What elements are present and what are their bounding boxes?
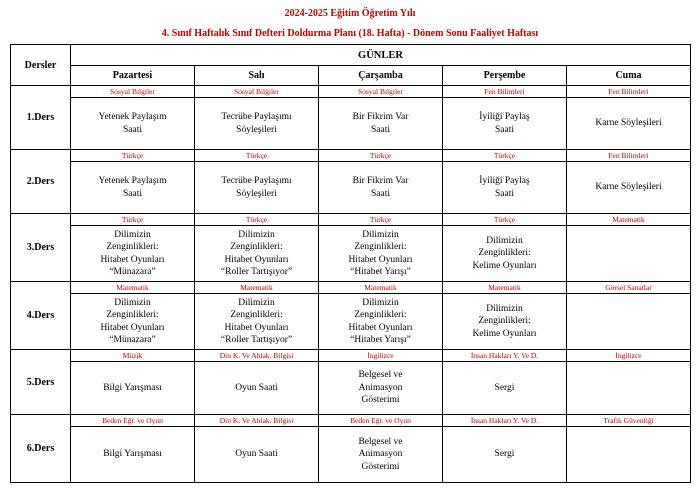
lesson-activity-row — [11, 427, 691, 483]
activity-cell — [443, 98, 567, 150]
subject-cell: Türkçe — [443, 150, 567, 162]
lesson-label: 2.Ders — [11, 150, 71, 214]
activity-line: Sergi — [494, 449, 515, 460]
activity-cell — [71, 294, 195, 350]
activity-line: Bir Fikrim Var — [352, 176, 409, 186]
activity-cell — [443, 427, 567, 483]
subject-cell: Din K. Ve Ahlak. Bilgisi — [195, 350, 319, 362]
activity-line: Karne Söyleşileri — [595, 182, 662, 193]
activity-line: Dilimizin — [486, 303, 523, 314]
activity-cell — [71, 162, 195, 214]
activity-cell — [71, 362, 195, 415]
activity-line: Zenginlikleri: — [354, 242, 407, 252]
day-header-tuesday: Salı — [195, 66, 319, 86]
activity-line: İyiliği Paylaş — [479, 176, 530, 186]
activity-line: Saati — [371, 188, 390, 199]
lesson-subject-row — [11, 214, 691, 226]
activity-line: “Münazara” — [109, 267, 156, 277]
lesson-subject-row — [11, 282, 691, 294]
subject-cell: Türkçe — [319, 214, 443, 226]
activity-cell — [195, 362, 319, 415]
activity-line: Hitabet Oyunları — [100, 322, 165, 333]
activity-cell — [443, 294, 567, 350]
activity-line: Hitabet Oyunları — [100, 254, 165, 265]
activity-cell — [443, 362, 567, 415]
activity-line: Dilimizin — [362, 297, 399, 308]
activity-line: Saati — [123, 188, 142, 199]
subject-cell: Beden Eğt. ve Oyun — [71, 415, 195, 427]
lesson-activity-row — [11, 226, 691, 282]
activity-line: Zenginlikleri: — [478, 316, 531, 327]
subject-cell: İnsan Hakları Y. Ve D. — [443, 415, 567, 427]
subject-cell: Trafik Güvenliği — [567, 415, 691, 427]
subject-cell: Türkçe — [443, 214, 567, 226]
activity-line: Animasyon — [358, 449, 403, 460]
header-row-gunler — [11, 45, 691, 66]
activity-line: Dilimizin — [238, 229, 275, 240]
lesson-label: 4.Ders — [11, 282, 71, 350]
subject-cell: Sosyal Bilgiler — [71, 86, 195, 98]
activity-cell — [443, 226, 567, 282]
day-header-wednesday: Çarşamba — [319, 66, 443, 86]
lesson-label: 5.Ders — [11, 350, 71, 415]
activity-line: Saati — [495, 188, 514, 199]
activity-line: Gösterimi — [361, 395, 400, 406]
activity-line: Bilgi Yarışması — [103, 449, 162, 460]
activity-cell — [71, 98, 195, 150]
subject-cell: Matematik — [567, 214, 691, 226]
activity-line: Bir Fikrim Var — [352, 112, 409, 122]
subject-cell: Beden Eğt. ve Oyun — [319, 415, 443, 427]
subject-cell: Fen Bilimleri — [443, 86, 567, 98]
activity-cell — [319, 98, 443, 150]
document-year-title: 2024-2025 Eğitim Öğretim Yılı — [284, 8, 416, 19]
activity-line: Belgesel ve — [358, 370, 403, 381]
activity-line: “Roller Tartışıyor” — [220, 267, 293, 277]
activity-line: Dilimizin — [114, 297, 151, 308]
activity-line: “Hitabet Yarışı” — [350, 267, 411, 277]
activity-line: Zenginlikleri: — [106, 310, 159, 320]
activity-line: Söyleşileri — [236, 124, 277, 135]
activity-line: Saati — [123, 124, 142, 135]
activity-line: Kelime Oyunları — [472, 260, 537, 271]
subject-cell: İngilizce — [567, 350, 691, 362]
activity-cell — [195, 427, 319, 483]
activity-cell — [567, 362, 691, 415]
subject-cell: Görsel Sanatlar — [567, 282, 691, 294]
weekly-plan-table — [10, 44, 691, 483]
lesson-label: 1.Ders — [11, 86, 71, 150]
subject-cell: Fen Bilimleri — [567, 86, 691, 98]
lesson-label: 3.Ders — [11, 214, 71, 282]
activity-line: Dilimizin — [114, 229, 151, 240]
subject-cell: Müzik — [71, 350, 195, 362]
lesson-subject-row — [11, 150, 691, 162]
activity-cell — [319, 226, 443, 282]
activity-cell — [71, 427, 195, 483]
activity-cell — [567, 98, 691, 150]
activity-line: Hitabet Oyunları — [224, 322, 289, 333]
lesson-subject-row — [11, 350, 691, 362]
activity-line: Oyun Saati — [235, 449, 278, 460]
activity-cell — [319, 162, 443, 214]
activity-cell — [319, 362, 443, 415]
subject-cell: Türkçe — [195, 214, 319, 226]
activity-line: Sergi — [494, 382, 515, 393]
activity-cell — [567, 226, 691, 282]
lesson-label: 6.Ders — [11, 415, 71, 483]
lesson-subject-row — [11, 415, 691, 427]
subject-cell: Türkçe — [319, 150, 443, 162]
subject-cell: Türkçe — [195, 150, 319, 162]
activity-cell — [567, 162, 691, 214]
lesson-activity-row — [11, 98, 691, 150]
subject-cell: Türkçe — [71, 150, 195, 162]
activity-line: Dilimizin — [486, 235, 523, 246]
activity-line: Saati — [495, 124, 514, 135]
activity-line: Yetenek Paylaşım — [98, 176, 167, 186]
activity-cell — [195, 162, 319, 214]
activity-cell — [195, 98, 319, 150]
activity-line: Tecrübe Paylaşımı — [221, 112, 292, 122]
activity-line: Dilimizin — [238, 297, 275, 308]
activity-line: “Hitabet Yarışı” — [350, 335, 411, 345]
gunler-header: GÜNLER — [71, 45, 691, 66]
activity-line: “Münazara” — [109, 335, 156, 345]
activity-cell — [195, 294, 319, 350]
activity-line: İyiliği Paylaş — [479, 112, 530, 122]
activity-line: Zenginlikleri: — [354, 310, 407, 320]
subject-cell: Sosyal Bilgiler — [195, 86, 319, 98]
activity-cell — [567, 294, 691, 350]
subject-cell: Matematik — [319, 282, 443, 294]
subject-cell: Matematik — [71, 282, 195, 294]
activity-line: Zenginlikleri: — [478, 248, 531, 259]
activity-line: Animasyon — [358, 382, 403, 393]
activity-line: Yetenek Paylaşım — [98, 112, 167, 122]
subject-cell: Fen Bilimleri — [567, 150, 691, 162]
activity-line: Kelime Oyunları — [472, 328, 537, 339]
activity-line: Gösterimi — [361, 461, 400, 472]
activity-line: Karne Söyleşileri — [595, 118, 662, 129]
activity-line: Hitabet Oyunları — [348, 322, 413, 333]
activity-line: Hitabet Oyunları — [348, 254, 413, 265]
day-header-thursday: Perşembe — [443, 66, 567, 86]
activity-cell — [319, 294, 443, 350]
day-header-friday: Cuma — [567, 66, 691, 86]
document-plan-title: 4. Sınıf Haftalık Sınıf Defteri Doldurma Planı (18. Hafta) - Dönem Sonu Faaliyet Haftası — [161, 28, 539, 39]
subject-cell: Din K. Ve Ahlak. Bilgisi — [195, 415, 319, 427]
activity-cell — [443, 162, 567, 214]
activity-cell — [195, 226, 319, 282]
activity-line: Söyleşileri — [236, 188, 277, 199]
activity-line: Belgesel ve — [358, 436, 403, 447]
subject-cell: İnsan Hakları Y. Ve D. — [443, 350, 567, 362]
subject-cell: Türkçe — [71, 214, 195, 226]
activity-line: Saati — [371, 124, 390, 135]
dersler-header: Dersler — [11, 45, 71, 86]
activity-cell — [319, 427, 443, 483]
lesson-activity-row — [11, 162, 691, 214]
activity-line: Bilgi Yarışması — [103, 382, 162, 393]
activity-line: Zenginlikleri: — [230, 310, 283, 320]
subject-cell: Matematik — [195, 282, 319, 294]
activity-line: Oyun Saati — [235, 382, 278, 393]
activity-line: Tecrübe Paylaşımı — [221, 176, 292, 186]
activity-line: “Roller Tartışıyor” — [220, 335, 293, 345]
day-header-monday: Pazartesi — [71, 66, 195, 86]
subject-cell: Matematik — [443, 282, 567, 294]
lesson-subject-row — [11, 86, 691, 98]
activity-cell — [71, 226, 195, 282]
activity-cell — [567, 427, 691, 483]
lesson-activity-row — [11, 362, 691, 415]
header-row-days — [11, 66, 691, 86]
subject-cell: İngilizce — [319, 350, 443, 362]
activity-line: Dilimizin — [362, 229, 399, 240]
activity-line: Hitabet Oyunları — [224, 254, 289, 265]
subject-cell: Sosyal Bilgiler — [319, 86, 443, 98]
activity-line: Zenginlikleri: — [230, 242, 283, 252]
activity-line: Zenginlikleri: — [106, 242, 159, 252]
lesson-activity-row — [11, 294, 691, 350]
